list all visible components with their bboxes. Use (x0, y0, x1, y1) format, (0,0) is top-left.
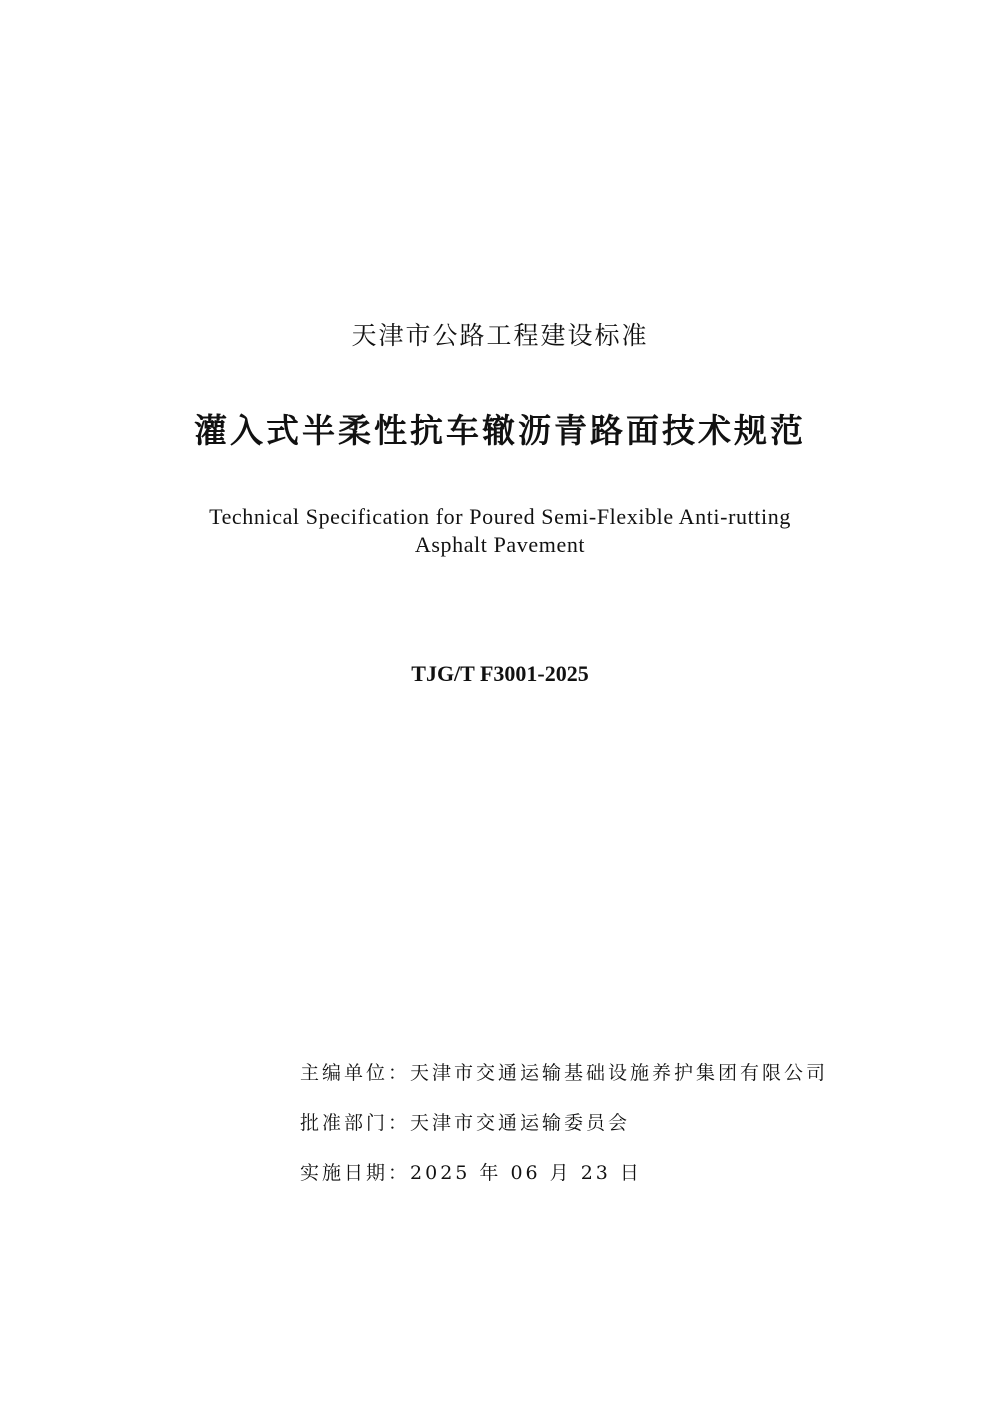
effective-date-value: 2025 年 06 月 23 日 (410, 1162, 642, 1184)
editor-unit-label: 主编单位： (300, 1062, 411, 1084)
editor-unit-value: 天津市交通运输基础设施养护集团有限公司 (410, 1062, 829, 1084)
english-title (100, 503, 900, 559)
publication-info (300, 1058, 900, 1208)
approval-dept-value: 天津市交通运输委员会 (410, 1112, 631, 1134)
effective-date-label: 实施日期： (300, 1162, 411, 1184)
editor-unit-row (300, 1058, 900, 1108)
series-title: 天津市公路工程建设标准 (351, 321, 649, 350)
approval-dept-row (300, 1108, 900, 1158)
effective-date-row (300, 1158, 900, 1208)
standard-code: TJG/T F3001-2025 (411, 661, 589, 686)
english-title-line-1: Technical Specification for Poured Semi-Flexible Anti-rutting (209, 504, 791, 529)
english-title-line-2: Asphalt Pavement (414, 532, 586, 557)
approval-dept-label: 批准部门： (300, 1112, 411, 1134)
document-title: 灌入式半柔性抗车辙沥青路面技术规范 (194, 411, 806, 450)
